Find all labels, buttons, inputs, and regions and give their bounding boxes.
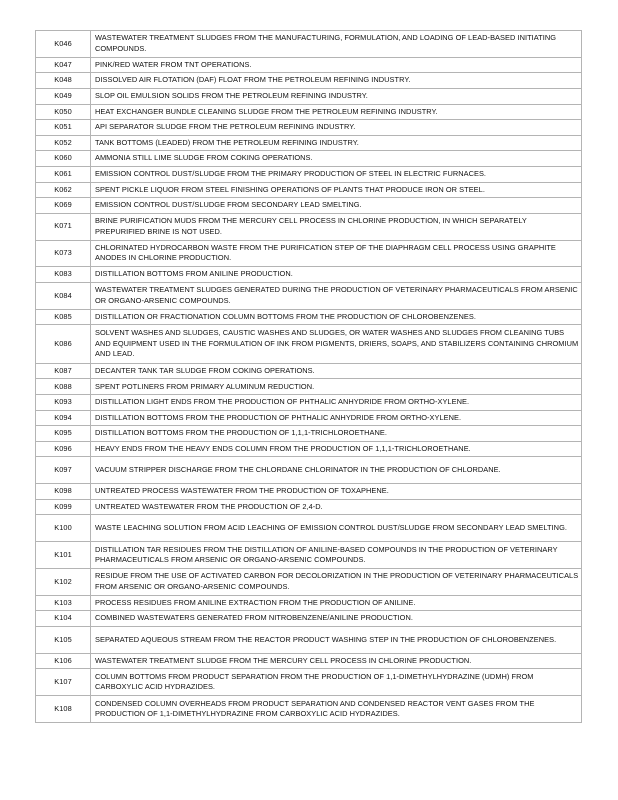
waste-description-cell: WASTEWATER TREATMENT SLUDGES GENERATED DURING THE PRODUCTION OF VETERINARY PHARMACEUTICALS FROM ARSENIC OR ORGANO-ARSENIC COMPOUNDS. — [91, 282, 582, 309]
waste-code-cell: K093 — [36, 395, 91, 411]
waste-code-cell: K086 — [36, 325, 91, 364]
waste-description-cell: HEAVY ENDS FROM THE HEAVY ENDS COLUMN FROM THE PRODUCTION OF 1,1,1-TRICHLOROETHANE. — [91, 441, 582, 457]
table-row — [36, 240, 582, 267]
waste-code-cell: K084 — [36, 282, 91, 309]
waste-description-cell: DISSOLVED AIR FLOTATION (DAF) FLOAT FROM THE PETROLEUM REFINING INDUSTRY. — [91, 73, 582, 89]
table-row — [36, 595, 582, 611]
waste-code-cell: K048 — [36, 73, 91, 89]
table-row — [36, 542, 582, 569]
table-row — [36, 267, 582, 283]
table-row — [36, 484, 582, 500]
waste-description-cell: COMBINED WASTEWATERS GENERATED FROM NITROBENZENE/ANILINE PRODUCTION. — [91, 611, 582, 627]
waste-code-cell: K095 — [36, 426, 91, 442]
table-row — [36, 457, 582, 484]
waste-code-cell: K105 — [36, 626, 91, 653]
table-row — [36, 410, 582, 426]
waste-description-cell: SEPARATED AQUEOUS STREAM FROM THE REACTOR PRODUCT WASHING STEP IN THE PRODUCTION OF CHLOROBENZENES. — [91, 626, 582, 653]
waste-description-cell: DISTILLATION LIGHT ENDS FROM THE PRODUCTION OF PHTHALIC ANHYDRIDE FROM ORTHO-XYLENE. — [91, 395, 582, 411]
waste-code-cell: K094 — [36, 410, 91, 426]
waste-description-cell: API SEPARATOR SLUDGE FROM THE PETROLEUM REFINING INDUSTRY. — [91, 120, 582, 136]
waste-description-cell: EMISSION CONTROL DUST/SLUDGE FROM SECONDARY LEAD SMELTING. — [91, 198, 582, 214]
waste-code-cell: K108 — [36, 696, 91, 723]
waste-code-cell: K062 — [36, 182, 91, 198]
table-row — [36, 696, 582, 723]
table-row — [36, 515, 582, 542]
waste-code-cell: K060 — [36, 151, 91, 167]
hazardous-waste-table — [35, 30, 582, 723]
waste-description-cell: DECANTER TANK TAR SLUDGE FROM COKING OPERATIONS. — [91, 363, 582, 379]
waste-code-cell: K049 — [36, 88, 91, 104]
waste-description-cell: SOLVENT WASHES AND SLUDGES, CAUSTIC WASHES AND SLUDGES, OR WATER WASHES AND SLUDGES FROM CLEANING TUBS AND EQUIPMENT USED IN THE FORMULATION OF INK FROM PIGMENTS, DRIERS, SOAPS, AND STABILIZERS CONTAINING CHROMIUM AND LEAD. — [91, 325, 582, 364]
table-row — [36, 309, 582, 325]
waste-code-cell: K104 — [36, 611, 91, 627]
table-row — [36, 166, 582, 182]
table-row — [36, 135, 582, 151]
waste-code-cell: K106 — [36, 653, 91, 669]
waste-description-cell: RESIDUE FROM THE USE OF ACTIVATED CARBON FOR DECOLORIZATION IN THE PRODUCTION OF VETERINARY PHARMACEUTICALS FROM ARSENIC OR ORGANO-ARSENIC COMPOUNDS. — [91, 568, 582, 595]
waste-code-cell: K100 — [36, 515, 91, 542]
waste-code-cell: K102 — [36, 568, 91, 595]
waste-description-cell: HEAT EXCHANGER BUNDLE CLEANING SLUDGE FROM THE PETROLEUM REFINING INDUSTRY. — [91, 104, 582, 120]
table-row — [36, 282, 582, 309]
waste-code-cell: K085 — [36, 309, 91, 325]
table-row — [36, 31, 582, 58]
waste-description-cell: SPENT POTLINERS FROM PRIMARY ALUMINUM REDUCTION. — [91, 379, 582, 395]
waste-description-cell: DISTILLATION BOTTOMS FROM ANILINE PRODUCTION. — [91, 267, 582, 283]
waste-description-cell: DISTILLATION BOTTOMS FROM THE PRODUCTION OF 1,1,1-TRICHLOROETHANE. — [91, 426, 582, 442]
table-row — [36, 57, 582, 73]
waste-description-cell: VACUUM STRIPPER DISCHARGE FROM THE CHLORDANE CHLORINATOR IN THE PRODUCTION OF CHLORDANE. — [91, 457, 582, 484]
waste-code-cell: K061 — [36, 166, 91, 182]
waste-description-cell: WASTEWATER TREATMENT SLUDGES FROM THE MANUFACTURING, FORMULATION, AND LOADING OF LEAD-BASED INITIATING COMPOUNDS. — [91, 31, 582, 58]
waste-code-cell: K097 — [36, 457, 91, 484]
waste-description-cell: TANK BOTTOMS (LEADED) FROM THE PETROLEUM REFINING INDUSTRY. — [91, 135, 582, 151]
waste-code-cell: K052 — [36, 135, 91, 151]
waste-code-cell: K096 — [36, 441, 91, 457]
table-row — [36, 653, 582, 669]
waste-description-cell: CONDENSED COLUMN OVERHEADS FROM PRODUCT SEPARATION AND CONDENSED REACTOR VENT GASES FROM THE PRODUCTION OF 1,1-DIMETHYLHYDRAZINE FROM CARBOXYLIC ACID HYDRAZIDES. — [91, 696, 582, 723]
waste-code-cell: K107 — [36, 669, 91, 696]
table-row — [36, 626, 582, 653]
waste-description-cell: WASTEWATER TREATMENT SLUDGE FROM THE MERCURY CELL PROCESS IN CHLORINE PRODUCTION. — [91, 653, 582, 669]
waste-description-cell: DISTILLATION BOTTOMS FROM THE PRODUCTION OF PHTHALIC ANHYDRIDE FROM ORTHO-XYLENE. — [91, 410, 582, 426]
waste-code-cell: K103 — [36, 595, 91, 611]
table-row — [36, 213, 582, 240]
waste-code-cell: K071 — [36, 213, 91, 240]
table-row — [36, 363, 582, 379]
waste-code-cell: K050 — [36, 104, 91, 120]
waste-description-cell: SPENT PICKLE LIQUOR FROM STEEL FINISHING OPERATIONS OF PLANTS THAT PRODUCE IRON OR STEEL. — [91, 182, 582, 198]
waste-description-cell: WASTE LEACHING SOLUTION FROM ACID LEACHING OF EMISSION CONTROL DUST/SLUDGE FROM SECONDARY LEAD SMELTING. — [91, 515, 582, 542]
waste-code-cell: K101 — [36, 542, 91, 569]
table-row — [36, 568, 582, 595]
waste-description-cell: BRINE PURIFICATION MUDS FROM THE MERCURY CELL PROCESS IN CHLORINE PRODUCTION, IN WHICH SEPARATELY PREPURIFIED BRINE IS NOT USED. — [91, 213, 582, 240]
waste-description-cell: PINK/RED WATER FROM TNT OPERATIONS. — [91, 57, 582, 73]
waste-code-cell: K083 — [36, 267, 91, 283]
waste-description-cell: SLOP OIL EMULSION SOLIDS FROM THE PETROLEUM REFINING INDUSTRY. — [91, 88, 582, 104]
document-page — [35, 30, 582, 723]
waste-description-cell: DISTILLATION TAR RESIDUES FROM THE DISTILLATION OF ANILINE-BASED COMPOUNDS IN THE PRODUCTION OF VETERINARY PHARMACEUTICALS FROM ARSENIC OR ORGANO-ARSENIC COMPOUNDS. — [91, 542, 582, 569]
waste-code-cell: K051 — [36, 120, 91, 136]
waste-code-cell: K047 — [36, 57, 91, 73]
waste-code-cell: K088 — [36, 379, 91, 395]
waste-code-cell: K073 — [36, 240, 91, 267]
table-row — [36, 73, 582, 89]
table-row — [36, 182, 582, 198]
table-row — [36, 104, 582, 120]
table-row — [36, 499, 582, 515]
waste-description-cell: CHLORINATED HYDROCARBON WASTE FROM THE PURIFICATION STEP OF THE DIAPHRAGM CELL PROCESS USING GRAPHITE ANODES IN CHLORINE PRODUCTION. — [91, 240, 582, 267]
table-row — [36, 88, 582, 104]
table-row — [36, 426, 582, 442]
waste-code-cell: K087 — [36, 363, 91, 379]
table-row — [36, 325, 582, 364]
waste-description-cell: UNTREATED PROCESS WASTEWATER FROM THE PRODUCTION OF TOXAPHENE. — [91, 484, 582, 500]
waste-code-cell: K099 — [36, 499, 91, 515]
table-row — [36, 379, 582, 395]
waste-description-cell: PROCESS RESIDUES FROM ANILINE EXTRACTION FROM THE PRODUCTION OF ANILINE. — [91, 595, 582, 611]
waste-description-cell: AMMONIA STILL LIME SLUDGE FROM COKING OPERATIONS. — [91, 151, 582, 167]
table-row — [36, 441, 582, 457]
waste-description-cell: UNTREATED WASTEWATER FROM THE PRODUCTION OF 2,4-D. — [91, 499, 582, 515]
table-row — [36, 198, 582, 214]
waste-code-cell: K046 — [36, 31, 91, 58]
table-body — [36, 31, 582, 723]
waste-code-cell: K098 — [36, 484, 91, 500]
waste-description-cell: COLUMN BOTTOMS FROM PRODUCT SEPARATION FROM THE PRODUCTION OF 1,1-DIMETHYLHYDRAZINE (UDMH) FROM CARBOXYLIC ACID HYDRAZIDES. — [91, 669, 582, 696]
table-row — [36, 669, 582, 696]
waste-description-cell: DISTILLATION OR FRACTIONATION COLUMN BOTTOMS FROM THE PRODUCTION OF CHLOROBENZENES. — [91, 309, 582, 325]
waste-description-cell: EMISSION CONTROL DUST/SLUDGE FROM THE PRIMARY PRODUCTION OF STEEL IN ELECTRIC FURNACES. — [91, 166, 582, 182]
table-row — [36, 120, 582, 136]
waste-code-cell: K069 — [36, 198, 91, 214]
table-row — [36, 151, 582, 167]
table-row — [36, 611, 582, 627]
table-row — [36, 395, 582, 411]
